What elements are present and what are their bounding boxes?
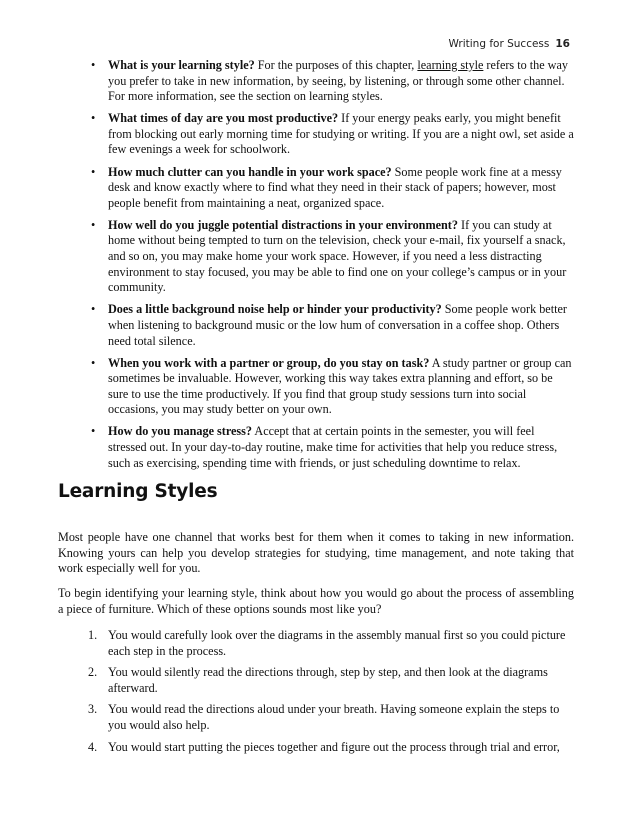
bullet-item: • Does a little background noise help or hinder your productivity? Some people work better when listening to background music or the low hum of conversation in a coffee shop. Others need total silence. xyxy=(91,302,567,348)
section-heading: Learning Styles xyxy=(58,481,218,502)
bullet-question: What times of day are you most productive? xyxy=(108,111,339,126)
bullet-icon: • xyxy=(91,355,96,370)
bullet-item: • When you work with a partner or group, do you stay on task? A study partner or group can sometimes be invaluable. However, working this way takes extra planning and effort, so be sure to use the time productively. If you find that group study sessions turn into social occasions, you may study better on your own. xyxy=(91,355,572,417)
options-numbered-list xyxy=(58,628,576,761)
bullet-question: How much clutter can you handle in your work space? xyxy=(108,164,392,179)
question-paragraph: To begin identifying your learning style, think about how you would go about the process of assembling a piece of furniture. Which of these options sounds most like you? xyxy=(58,586,574,616)
list-number: 4. xyxy=(88,739,98,754)
bullet-question: What is your learning style? xyxy=(108,58,255,72)
page-number: 16 xyxy=(555,38,570,50)
learning-style-link[interactable]: learning style xyxy=(417,58,484,72)
bullet-question: How well do you juggle potential distractions in your environment? xyxy=(108,217,458,232)
bullet-icon: • xyxy=(91,164,96,179)
question-bullet-list xyxy=(58,58,576,478)
list-number: 2. xyxy=(88,665,98,680)
bullet-icon: • xyxy=(91,424,96,439)
list-item: 4. You would start putting the pieces together and figure out the process through trial and error, xyxy=(88,739,560,754)
bullet-icon: • xyxy=(91,302,96,317)
bullet-item: • What times of day are you most productive? If your energy peaks early, you might benefit from blocking out early morning time for studying or writing. If you are a night owl, set aside a few evenings a week for schoolwork. xyxy=(91,111,574,157)
bullet-question: Does a little background noise help or hinder your productivity? xyxy=(108,302,442,317)
running-header xyxy=(448,38,570,50)
bullet-item: • What is your learning style? For the purposes of this chapter, learning style refers to the way you prefer to take in new information, by seeing, by listening, or through some other channel. For more information, see the section on learning styles. xyxy=(91,58,568,104)
bullet-item: • How do you manage stress? Accept that at certain points in the semester, you will feel stressed out. In your day-to-day routine, make time for activities that help you reduce stress, such as exercising, spending time with friends, or just scheduling downtime to relax. xyxy=(91,424,558,470)
bullet-item: • How much clutter can you handle in your work space? Some people work fine at a messy desk and know exactly where to find what they need in their stack of papers; however, most people benefit from maintaining a neat, organized space. xyxy=(91,164,562,210)
bullet-item: • How well do you juggle potential distractions in your environment? If you can study at home without being tempted to turn on the television, check your e-mail, fix yourself a snack, and so on, you may make home your work space. However, if you need a less distracting environment to stay focused, you may be able to find one on your college’s campus or in your community. xyxy=(91,217,567,295)
list-item: 1. You would carefully look over the diagrams in the assembly manual first so you could picture each step in the process. xyxy=(88,628,566,658)
list-item: 2. You would silently read the directions through, step by step, and then look at the diagrams afterward. xyxy=(88,665,548,695)
bullet-icon: • xyxy=(91,58,96,72)
running-title: Writing for Success xyxy=(448,38,550,50)
list-item: 3. You would read the directions aloud under your breath. Having someone explain the steps to you would also help. xyxy=(88,702,560,732)
bullet-question: When you work with a partner or group, do you stay on task? xyxy=(108,355,430,370)
list-number: 3. xyxy=(88,702,98,717)
list-number: 1. xyxy=(88,628,98,642)
bullet-icon: • xyxy=(91,217,96,232)
bullet-icon: • xyxy=(91,111,96,126)
intro-paragraph: Most people have one channel that works best for them when it comes to taking in new information. Knowing yours can help you develop strategies for studying, time management, and note taking that work especially well for you. xyxy=(58,530,574,576)
bullet-question: How do you manage stress? xyxy=(108,424,253,439)
